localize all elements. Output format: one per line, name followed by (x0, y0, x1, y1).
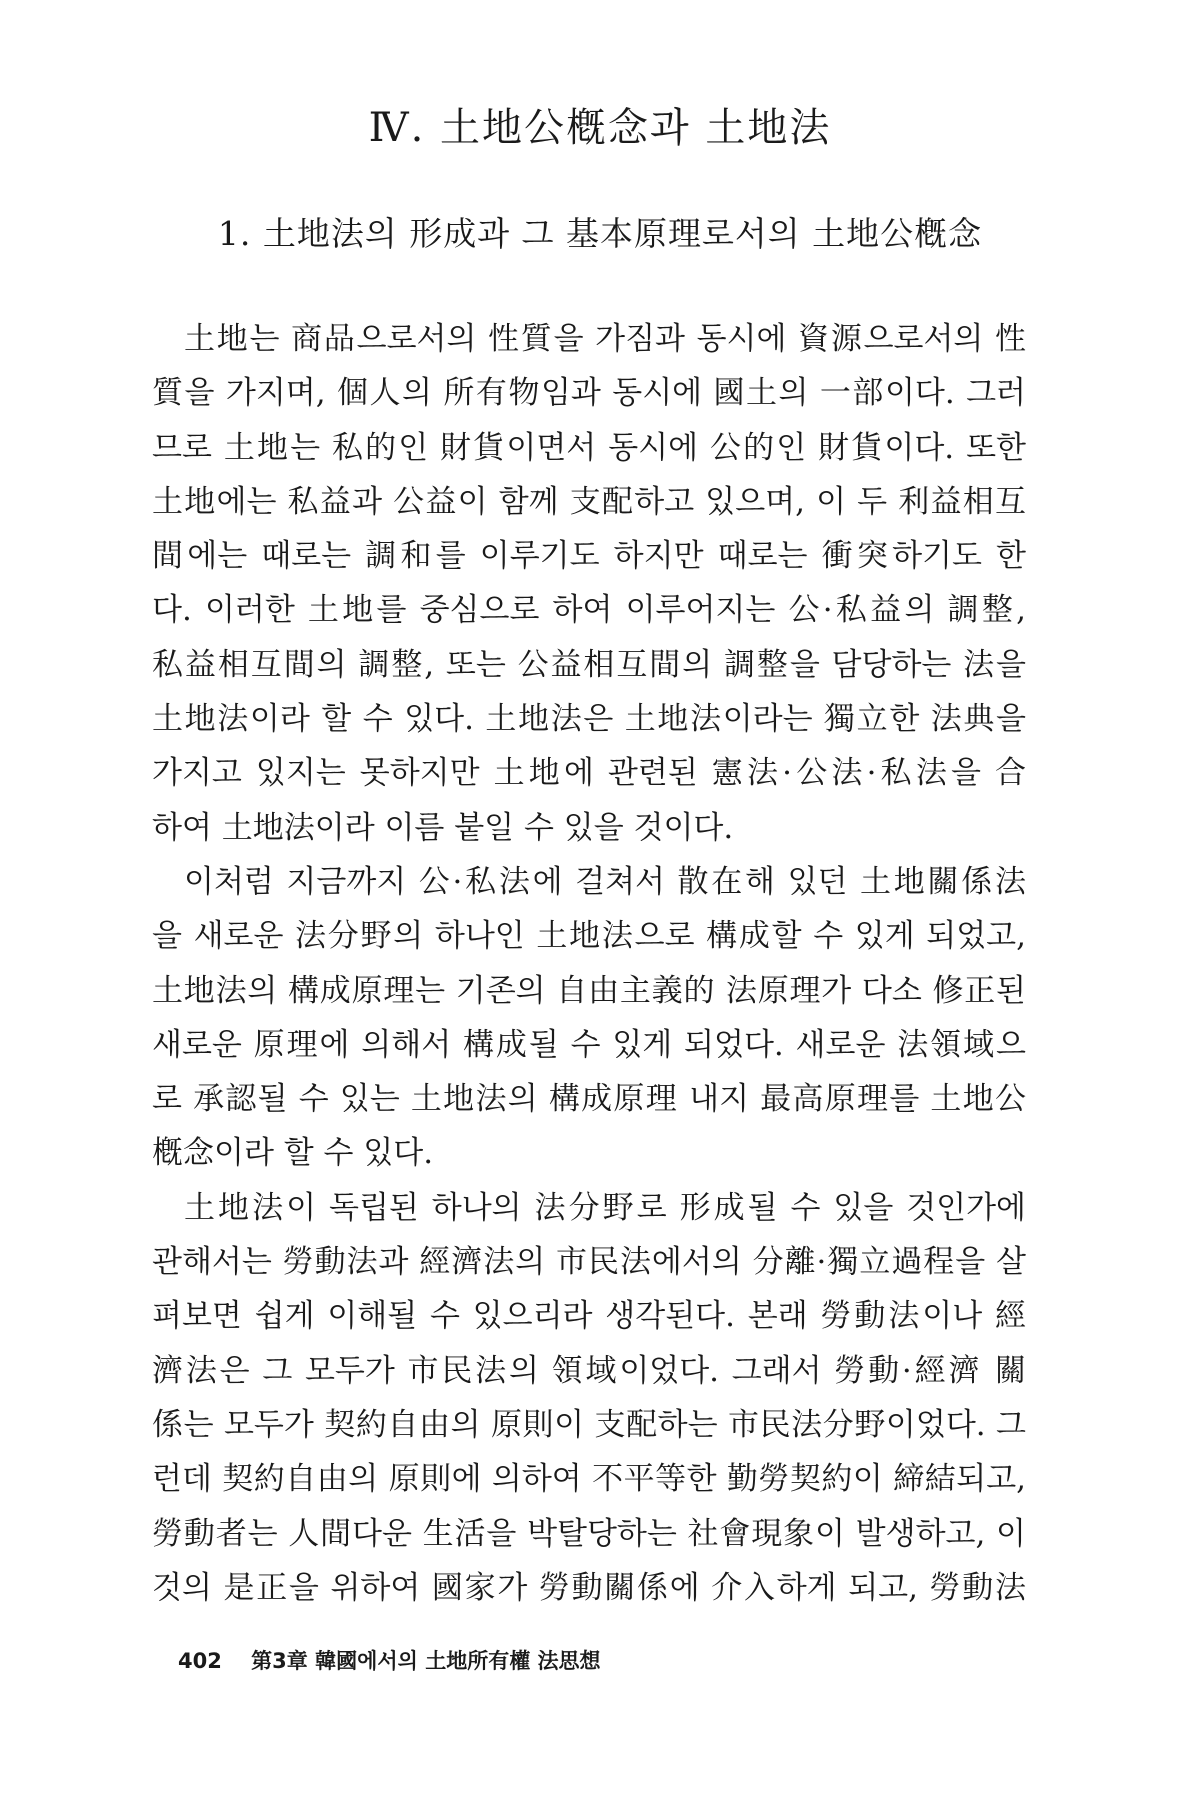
paragraph-line: 로 承認될 수 있는 土地法의 構成原理 내지 最高原理를 土地公 (152, 1081, 1026, 1118)
running-head: 第3章 韓國에서의 土地所有權 法思想 (251, 1649, 601, 1673)
paragraph-line: 므로 土地는 私的인 財貨이면서 동시에 公的인 財貨이다. 또한 (152, 429, 1026, 466)
paragraph-line: 間에는 때로는 調和를 이루기도 하지만 때로는 衝突하기도 한 (152, 538, 1026, 575)
chapter-title: Ⅳ. 土地公槪念과 土地法 (368, 105, 832, 151)
paragraph-line: 이처럼 지금까지 公·私法에 걸쳐서 散在해 있던 土地關係法 (184, 863, 1026, 900)
page-footer (178, 1646, 601, 1676)
paragraph-line: 土地法의 構成原理는 기존의 自由主義的 法原理가 다소 修正된 (152, 972, 1026, 1009)
page-number: 402 (178, 1649, 222, 1673)
paragraph-line: 土地法이라 할 수 있다. 土地法은 土地法이라는 獨立한 法典을 (152, 701, 1026, 738)
paragraph-line: 을 새로운 法分野의 하나인 土地法으로 構成할 수 있게 되었고, (152, 918, 1026, 955)
body-text (152, 312, 1026, 1615)
section-title: 1. 土地法의 形成과 그 基本原理로서의 土地公槪念 (217, 214, 983, 253)
paragraph-line: 관해서는 勞動法과 經濟法의 市民法에서의 分離·獨立過程을 살 (152, 1244, 1026, 1281)
paragraph-line: 가지고 있지는 못하지만 土地에 관련된 憲法·公法·私法을 合 (152, 755, 1026, 792)
paragraph-line: 펴보면 쉽게 이해될 수 있으리라 생각된다. 본래 勞動法이나 經 (152, 1298, 1026, 1335)
paragraph-line: 槪念이라 할 수 있다. (152, 1135, 434, 1172)
paragraph-line: 다. 이러한 土地를 중심으로 하여 이루어지는 公·私益의 調整, (152, 592, 1026, 629)
paragraph-line: 土地는 商品으로서의 性質을 가짐과 동시에 資源으로서의 性 (184, 321, 1026, 357)
paragraph-line: 質을 가지며, 個人의 所有物임과 동시에 國土의 一部이다. 그러 (152, 375, 1026, 412)
paragraph-line: 勞動者는 人間다운 生活을 박탈당하는 社會現象이 발생하고, 이 (152, 1515, 1026, 1552)
paragraph-line: 새로운 原理에 의해서 構成될 수 있게 되었다. 새로운 法領域으 (152, 1026, 1026, 1063)
paragraph-line: 土地法이 독립된 하나의 法分野로 形成될 수 있을 것인가에 (184, 1189, 1026, 1226)
paragraph-line: 土地에는 私益과 公益이 함께 支配하고 있으며, 이 두 利益相互 (152, 483, 1026, 520)
paragraph-line: 것의 是正을 위하여 國家가 勞動關係에 介入하게 되고, 勞動法 (152, 1569, 1026, 1606)
paragraph-line: 하여 土地法이라 이름 붙일 수 있을 것이다. (152, 809, 734, 846)
paragraph-line: 濟法은 그 모두가 市民法의 領域이었다. 그래서 勞動·經濟 關 (152, 1352, 1026, 1389)
paragraph-line: 係는 모두가 契約自由의 原則이 支配하는 市民法分野이었다. 그 (152, 1406, 1026, 1443)
paragraph-line: 私益相互間의 調整, 또는 公益相互間의 調整을 담당하는 法을 (152, 646, 1026, 683)
paragraph-line: 런데 契約自由의 原則에 의하여 不平等한 勤勞契約이 締結되고, (152, 1461, 1026, 1498)
